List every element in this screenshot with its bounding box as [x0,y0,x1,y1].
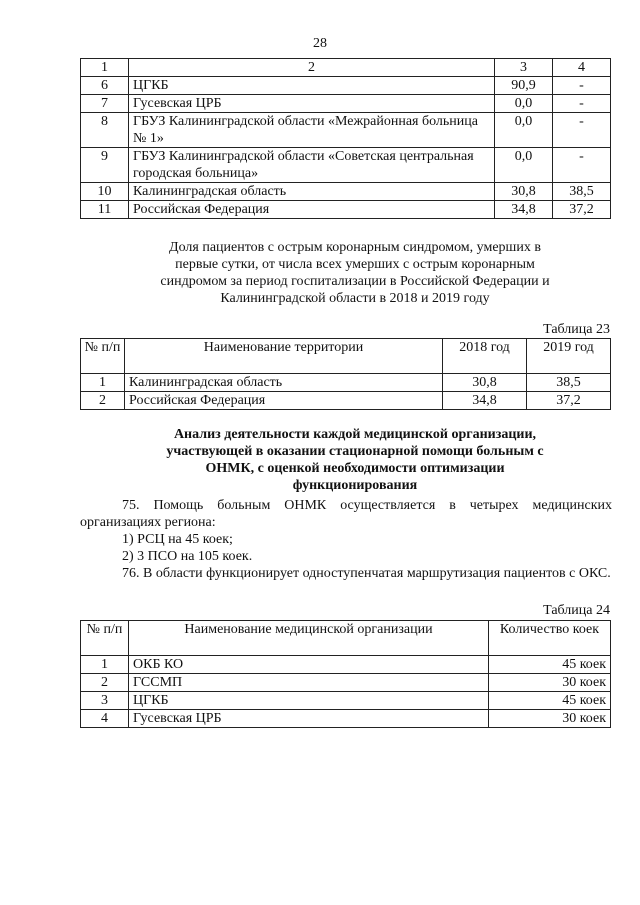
col-header-number: № п/п [81,339,125,374]
row-number: 6 [81,77,129,95]
territory-name: Калининградская область [125,374,443,392]
value-2019: - [553,148,611,183]
table-row [81,95,611,113]
col-header: 2 [129,59,495,77]
territory-name: Российская Федерация [125,392,443,410]
col-header-organization: Наименование медицинской организации [129,621,489,656]
page-number: 28 [313,36,327,51]
table-header-row [81,339,611,374]
table-row [81,656,611,674]
value-2019: - [553,95,611,113]
table-row [81,710,611,728]
territory-table-continued [80,58,611,219]
table-row [81,374,611,392]
col-header: 4 [553,59,611,77]
value-2018: 30,8 [495,183,553,201]
value-2019: 38,5 [527,374,611,392]
table-header-row [81,59,611,77]
row-number: 2 [81,392,125,410]
row-number: 8 [81,113,129,148]
organization-name: ОКБ КО [129,656,489,674]
value-2019: 37,2 [553,201,611,219]
col-header-number: № п/п [81,621,129,656]
table-row [81,113,611,148]
bed-count: 30 коек [489,710,611,728]
list-item-1: 1) РСЦ на 45 коек; [122,532,233,547]
row-number: 11 [81,201,129,219]
value-2019: 37,2 [527,392,611,410]
bed-count: 45 коек [489,656,611,674]
organization-name: ЦГКБ [129,692,489,710]
value-2018: 34,8 [495,201,553,219]
table-24-label: Таблица 24 [543,603,610,618]
col-header-2019: 2019 год [527,339,611,374]
col-header-2018: 2018 год [443,339,527,374]
organization-name: ГССМП [129,674,489,692]
table-row [81,392,611,410]
col-header-beds: Количество коек [489,621,611,656]
row-number: 4 [81,710,129,728]
paragraph-76: 76. В области функционирует одноступенчатая маршрутизация пациентов с ОКС. [122,566,611,581]
col-header-territory: Наименование территории [125,339,443,374]
value-2019: - [553,77,611,95]
value-2018: 0,0 [495,148,553,183]
table-row [81,148,611,183]
list-item-2: 2) 3 ПСО на 105 коек. [122,549,253,564]
value-2019: 38,5 [553,183,611,201]
territory-name: Калининградская область [129,183,495,201]
row-number: 1 [81,656,129,674]
bed-count: 45 коек [489,692,611,710]
col-header: 1 [81,59,129,77]
value-2018: 30,8 [443,374,527,392]
territory-name: Гусевская ЦРБ [129,95,495,113]
territory-name: ЦГКБ [129,77,495,95]
row-number: 1 [81,374,125,392]
row-number: 10 [81,183,129,201]
table-header-row [81,621,611,656]
value-2018: 34,8 [443,392,527,410]
table-23-label: Таблица 23 [543,322,610,337]
table-row [81,77,611,95]
territory-name: ГБУЗ Калининградской области «Советская центральная городская больница» [129,148,495,183]
table-23 [80,338,611,410]
bed-count: 30 коек [489,674,611,692]
territory-name: ГБУЗ Калининградской области «Межрайонная больница № 1» [129,113,495,148]
row-number: 2 [81,674,129,692]
value-2018: 90,9 [495,77,553,95]
row-number: 3 [81,692,129,710]
territory-name: Российская Федерация [129,201,495,219]
table-row [81,674,611,692]
table-row [81,201,611,219]
section-heading: Анализ деятельности каждой медицинской организации, участвующей в оказании стационарной помощи больным с ОНМК, с оценкой необходимости оптимизации функционирования [166,427,544,493]
col-header: 3 [495,59,553,77]
paragraph-75: 75. Помощь больным ОНМК осуществляется в четырех медицинских организациях региона: [80,498,612,530]
table-row [81,183,611,201]
value-2018: 0,0 [495,113,553,148]
table-row [81,692,611,710]
row-number: 7 [81,95,129,113]
value-2018: 0,0 [495,95,553,113]
value-2019: - [553,113,611,148]
organization-name: Гусевская ЦРБ [129,710,489,728]
row-number: 9 [81,148,129,183]
table-23-caption: Доля пациентов с острым коронарным синдромом, умерших в первые сутки, от числа всех умерших с острым коронарным синдромом за период госпитализации в Российской Федерации и Калининградской области в 2018 и 2019 году [160,240,550,306]
table-24 [80,620,611,728]
